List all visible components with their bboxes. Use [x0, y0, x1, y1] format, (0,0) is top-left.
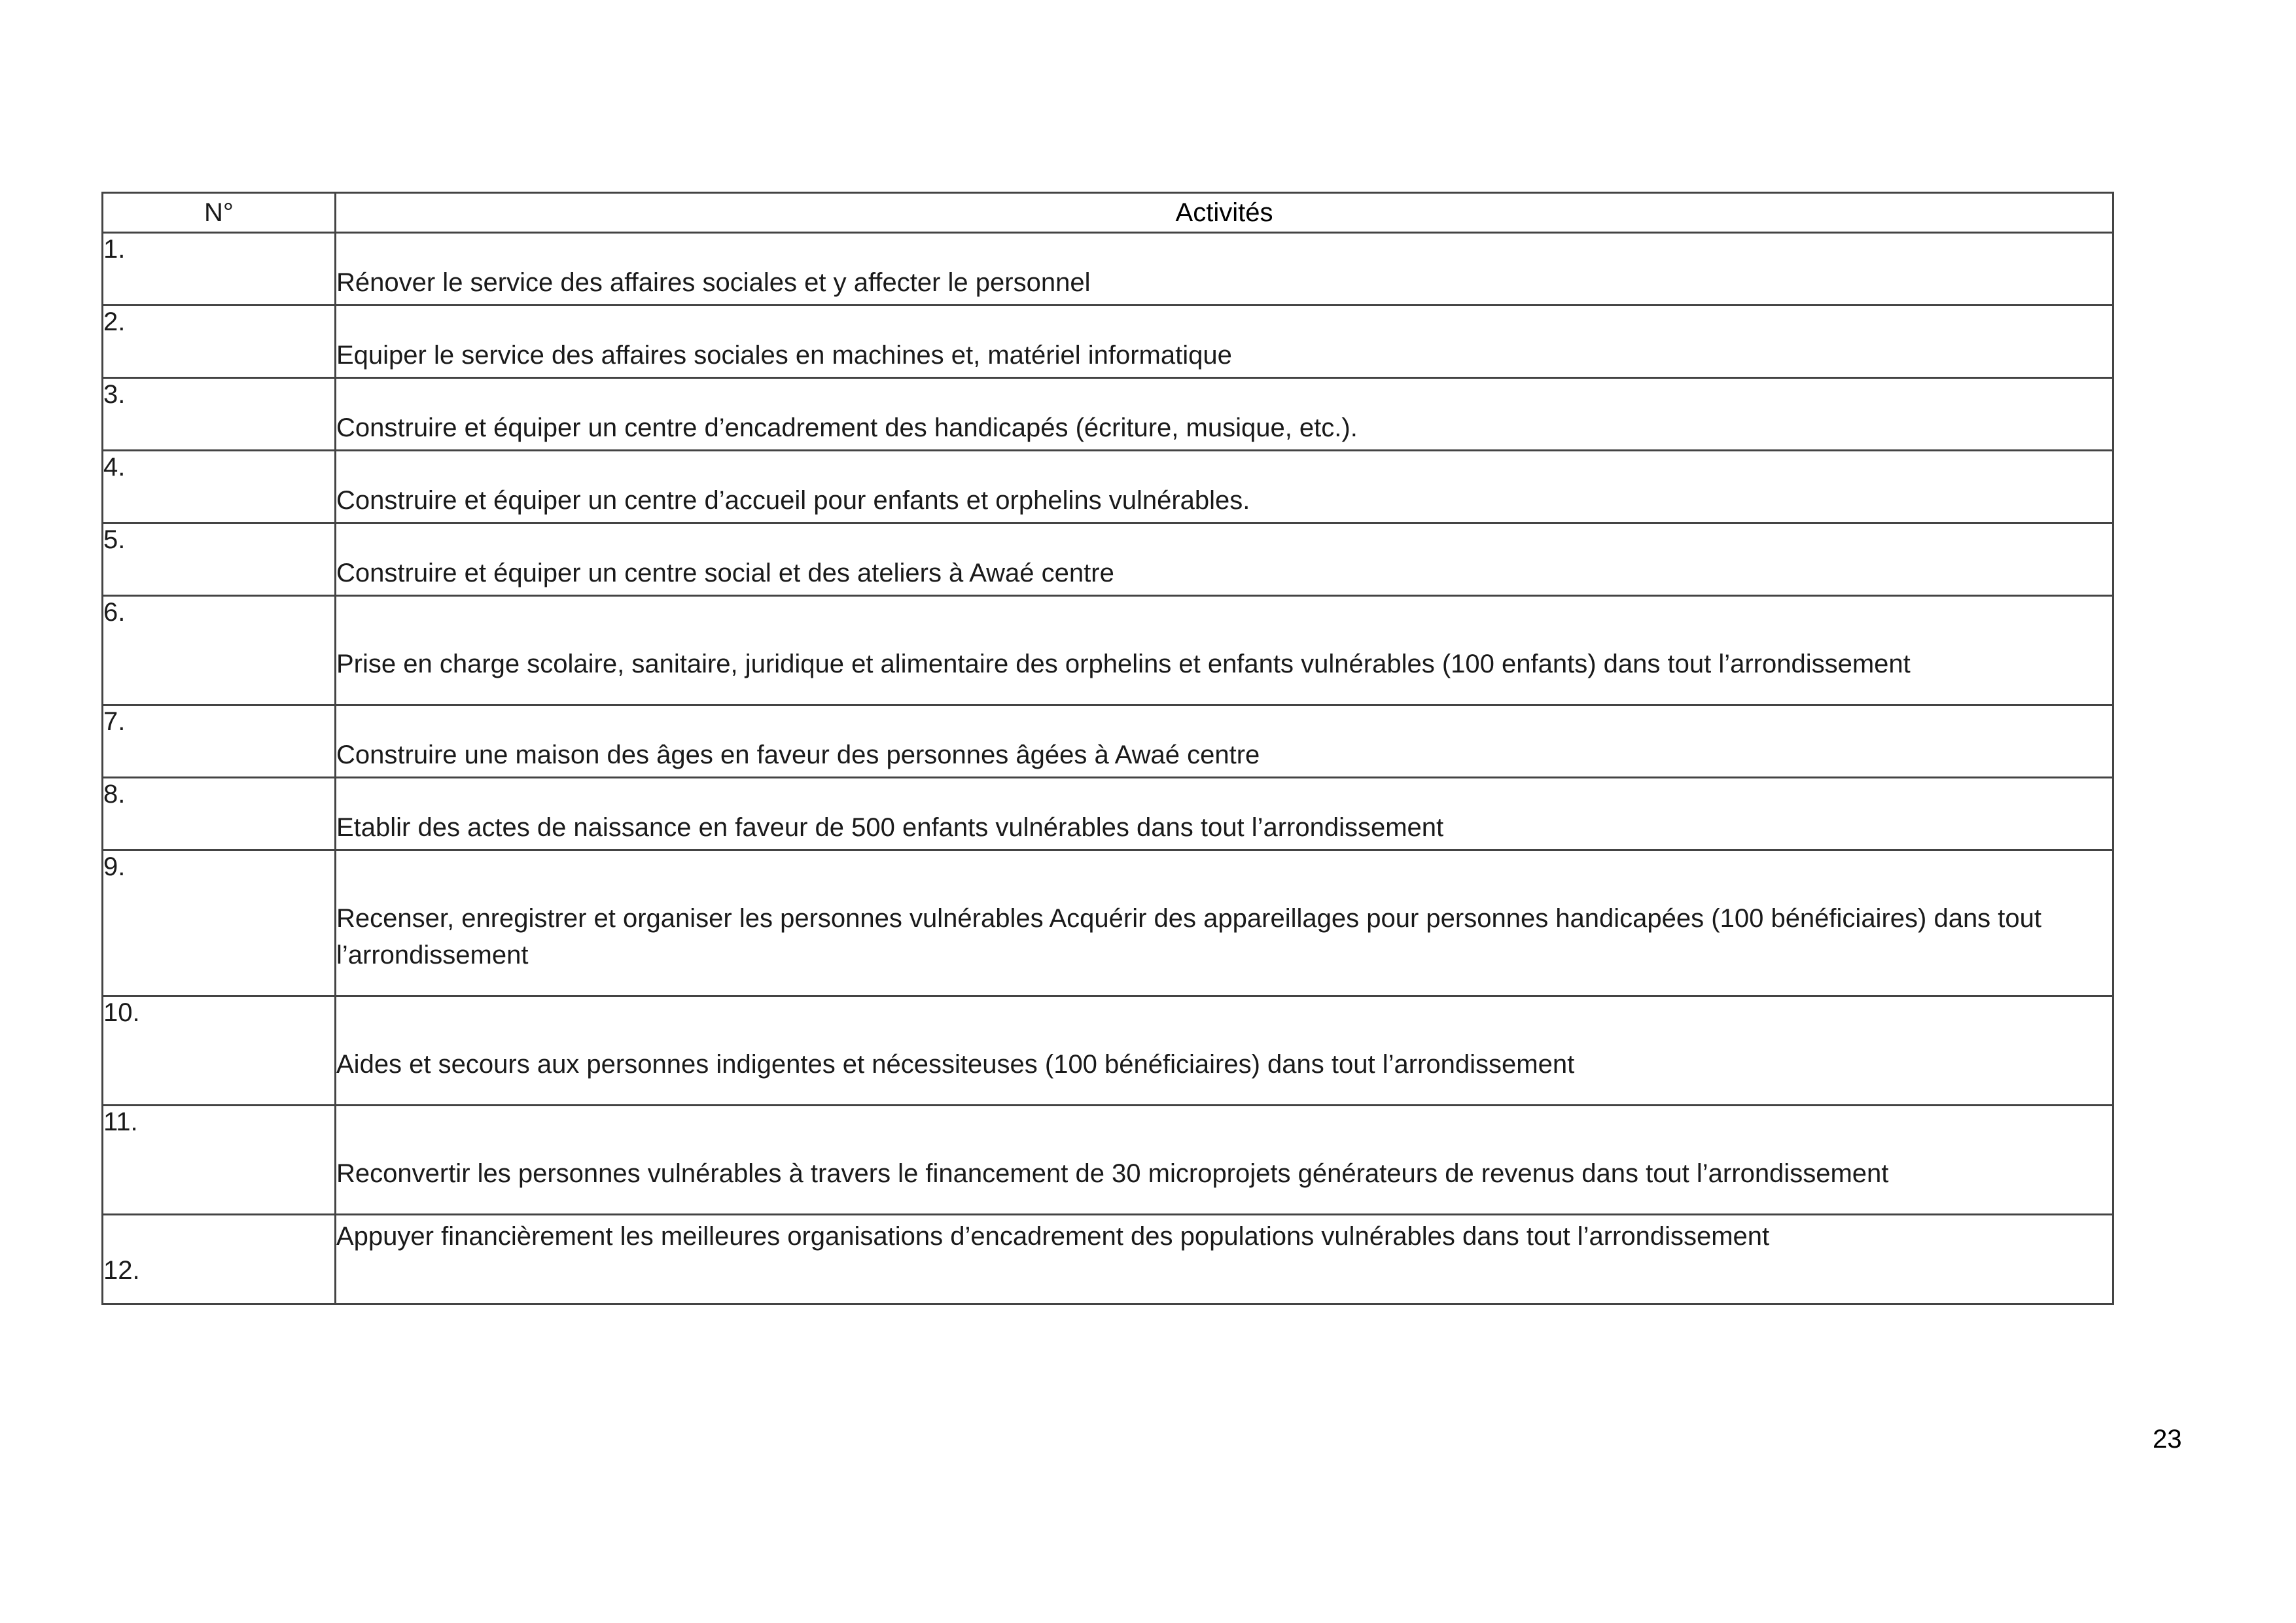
row-activity	[336, 596, 2113, 705]
activity-text: Aides et secours aux personnes indigentes et nécessiteuses (100 bénéficiaires) dans tout l’arrondissement	[336, 1050, 1575, 1079]
activity-text: Construire une maison des âges en faveur des personnes âgées à Awaé centre	[336, 741, 1260, 769]
table-row	[103, 451, 2113, 523]
table-row	[103, 1106, 2113, 1215]
table-row	[103, 596, 2113, 705]
row-activity	[336, 451, 2113, 523]
table-row	[103, 305, 2113, 378]
table-header-row	[103, 193, 2113, 233]
row-number: 12.	[103, 1215, 336, 1304]
table-row	[103, 233, 2113, 305]
row-activity	[336, 778, 2113, 850]
row-activity	[336, 523, 2113, 596]
row-number: 10.	[103, 996, 336, 1106]
row-number: 4.	[103, 451, 336, 523]
table-row	[103, 1215, 2113, 1304]
row-activity	[336, 305, 2113, 378]
activities-table	[101, 192, 2114, 1305]
row-number: 8.	[103, 778, 336, 850]
row-number: 2.	[103, 305, 336, 378]
row-activity	[336, 1106, 2113, 1215]
table-row	[103, 523, 2113, 596]
activity-text: Reconvertir les personnes vulnérables à travers le financement de 30 microprojets générateurs de revenus dans tout l’arrondissement	[336, 1159, 1889, 1188]
table-row	[103, 778, 2113, 850]
table-row	[103, 996, 2113, 1106]
row-number: 3.	[103, 378, 336, 451]
table-row	[103, 850, 2113, 996]
row-number: 6.	[103, 596, 336, 705]
row-activity	[336, 378, 2113, 451]
table-row	[103, 705, 2113, 778]
row-number: 11.	[103, 1106, 336, 1215]
row-activity	[336, 850, 2113, 996]
row-number: 5.	[103, 523, 336, 596]
table-row	[103, 378, 2113, 451]
header-activities: Activités	[336, 193, 2113, 233]
row-activity	[336, 233, 2113, 305]
activity-text: Equiper le service des affaires sociales en machines et, matériel informatique	[336, 341, 1232, 370]
row-activity	[336, 996, 2113, 1106]
activity-text: Construire et équiper un centre d’encadrement des handicapés (écriture, musique, etc.).	[336, 413, 1358, 442]
activity-text: Prise en charge scolaire, sanitaire, juridique et alimentaire des orphelins et enfants vulnérables (100 enfants) dans tout l’arrondissement	[336, 650, 1911, 678]
row-number: 1.	[103, 233, 336, 305]
activity-text: Etablir des actes de naissance en faveur de 500 enfants vulnérables dans tout l’arrondissement	[336, 813, 1444, 842]
row-number: 7.	[103, 705, 336, 778]
activity-text: Construire et équiper un centre social et des ateliers à Awaé centre	[336, 559, 1114, 587]
activity-text: Recenser, enregistrer et organiser les personnes vulnérables Acquérir des appareillages pour personnes handicapées (100 bénéficiaires) dans tout l’arrondissement	[336, 904, 2042, 969]
activity-text: Construire et équiper un centre d’accueil pour enfants et orphelins vulnérables.	[336, 486, 1250, 515]
activity-text: Rénover le service des affaires sociales et y affecter le personnel	[336, 268, 1091, 297]
row-activity: Appuyer financièrement les meilleures organisations d’encadrement des populations vulnérables dans tout l’arrondissement	[336, 1215, 2113, 1304]
header-number: N°	[103, 193, 336, 233]
row-number: 9.	[103, 850, 336, 996]
page-number: 23	[2153, 1425, 2182, 1454]
row-activity	[336, 705, 2113, 778]
